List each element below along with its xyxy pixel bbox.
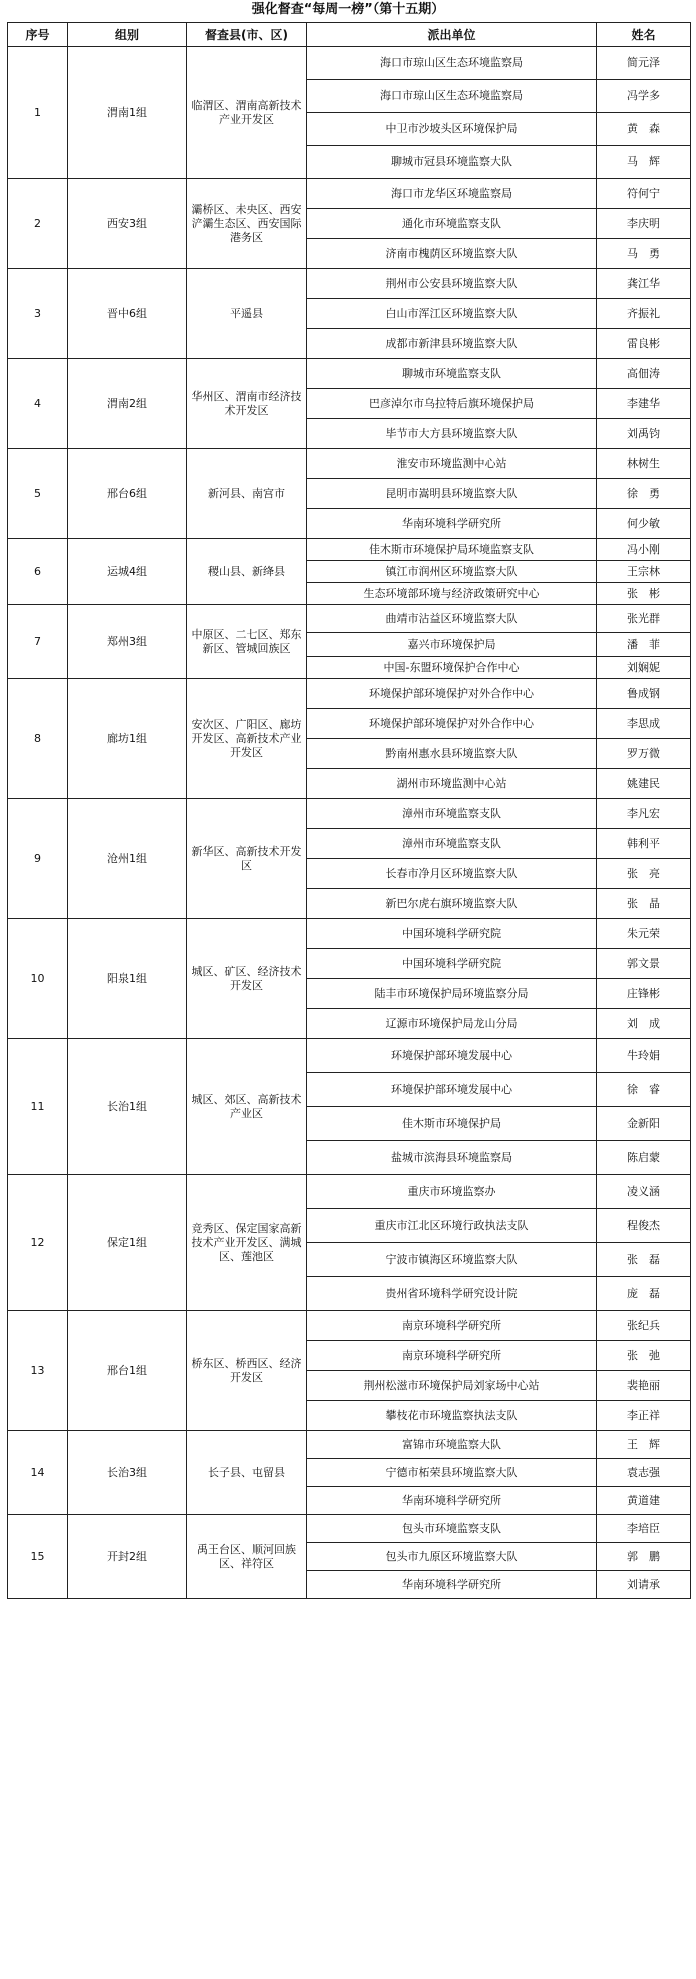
cell-team: 长治1组 <box>68 1039 187 1175</box>
cell-name: 冯小刚 <box>597 539 691 561</box>
cell-unit: 济南市槐荫区环境监察大队 <box>307 239 597 269</box>
cell-unit: 佳木斯市环境保护局 <box>307 1107 597 1141</box>
cell-unit: 嘉兴市环境保护局 <box>307 633 597 657</box>
table-row <box>8 799 691 829</box>
cell-team: 晋中6组 <box>68 269 187 359</box>
cell-team: 长治3组 <box>68 1431 187 1515</box>
cell-name: 雷良彬 <box>597 329 691 359</box>
cell-number: 12 <box>8 1175 68 1311</box>
cell-unit: 海口市琼山区生态环境监察局 <box>307 47 597 80</box>
table-row <box>8 359 691 389</box>
cell-unit: 贵州省环境科学研究设计院 <box>307 1277 597 1311</box>
cell-unit: 新巴尔虎右旗环境监察大队 <box>307 889 597 919</box>
table-row <box>8 449 691 479</box>
cell-name: 李庆明 <box>597 209 691 239</box>
cell-name: 徐 睿 <box>597 1073 691 1107</box>
cell-name: 韩利平 <box>597 829 691 859</box>
table-row <box>8 919 691 949</box>
cell-name: 庄锋彬 <box>597 979 691 1009</box>
cell-name: 徐 勇 <box>597 479 691 509</box>
cell-name: 马 辉 <box>597 146 691 179</box>
cell-unit: 环境保护部环境保护对外合作中心 <box>307 709 597 739</box>
cell-team: 渭南1组 <box>68 47 187 179</box>
cell-unit: 包头市环境监察支队 <box>307 1515 597 1543</box>
cell-unit: 佳木斯市环境保护局环境监察支队 <box>307 539 597 561</box>
cell-unit: 海口市琼山区生态环境监察局 <box>307 80 597 113</box>
cell-unit: 中国环境科学研究院 <box>307 949 597 979</box>
cell-name: 黄道建 <box>597 1487 691 1515</box>
cell-unit: 镇江市润州区环境监察大队 <box>307 561 597 583</box>
cell-name: 张 弛 <box>597 1341 691 1371</box>
cell-name: 庞 磊 <box>597 1277 691 1311</box>
cell-unit: 荆州市公安县环境监察大队 <box>307 269 597 299</box>
cell-unit: 海口市龙华区环境监察局 <box>307 179 597 209</box>
cell-name: 刘禹钧 <box>597 419 691 449</box>
cell-name: 李凡宏 <box>597 799 691 829</box>
cell-team: 邢台6组 <box>68 449 187 539</box>
header-unit: 派出单位 <box>307 23 597 47</box>
cell-name: 裴艳丽 <box>597 1371 691 1401</box>
cell-name: 张 亮 <box>597 859 691 889</box>
cell-name: 张 磊 <box>597 1243 691 1277</box>
cell-name: 刘请承 <box>597 1571 691 1599</box>
cell-area: 新华区、高新技术开发区 <box>187 799 307 919</box>
cell-unit: 陆丰市环境保护局环境监察分局 <box>307 979 597 1009</box>
cell-unit: 富锦市环境监察大队 <box>307 1431 597 1459</box>
cell-name: 林树生 <box>597 449 691 479</box>
cell-unit: 中国环境科学研究院 <box>307 919 597 949</box>
cell-area: 临渭区、渭南高新技术产业开发区 <box>187 47 307 179</box>
table-row <box>8 1431 691 1459</box>
cell-unit: 中国-东盟环境保护合作中心 <box>307 657 597 679</box>
cell-unit: 湖州市环境监测中心站 <box>307 769 597 799</box>
cell-number: 6 <box>8 539 68 605</box>
cell-team: 运城4组 <box>68 539 187 605</box>
cell-unit: 长春市净月区环境监察大队 <box>307 859 597 889</box>
table-row <box>8 47 691 80</box>
cell-name: 何少敏 <box>597 509 691 539</box>
cell-unit: 曲靖市沾益区环境监察大队 <box>307 605 597 633</box>
cell-name: 张纪兵 <box>597 1311 691 1341</box>
cell-team: 郑州3组 <box>68 605 187 679</box>
cell-name: 齐振礼 <box>597 299 691 329</box>
cell-unit: 华南环境科学研究所 <box>307 509 597 539</box>
cell-number: 9 <box>8 799 68 919</box>
table-row <box>8 1175 691 1209</box>
cell-area: 桥东区、桥西区、经济开发区 <box>187 1311 307 1431</box>
cell-team: 西安3组 <box>68 179 187 269</box>
cell-area: 稷山县、新绛县 <box>187 539 307 605</box>
cell-name: 龚江华 <box>597 269 691 299</box>
cell-team: 开封2组 <box>68 1515 187 1599</box>
cell-unit: 中卫市沙坡头区环境保护局 <box>307 113 597 146</box>
cell-area: 平遥县 <box>187 269 307 359</box>
cell-unit: 华南环境科学研究所 <box>307 1487 597 1515</box>
cell-name: 张光群 <box>597 605 691 633</box>
cell-name: 李建华 <box>597 389 691 419</box>
cell-name: 王 辉 <box>597 1431 691 1459</box>
table-row <box>8 679 691 709</box>
cell-name: 程俊杰 <box>597 1209 691 1243</box>
cell-unit: 漳州市环境监察支队 <box>307 799 597 829</box>
header-name: 姓名 <box>597 23 691 47</box>
cell-unit: 淮安市环境监测中心站 <box>307 449 597 479</box>
header-row <box>8 23 691 47</box>
cell-unit: 华南环境科学研究所 <box>307 1571 597 1599</box>
cell-unit: 包头市九原区环境监察大队 <box>307 1543 597 1571</box>
cell-team: 邢台1组 <box>68 1311 187 1431</box>
header-number: 序号 <box>8 23 68 47</box>
cell-name: 黄 森 <box>597 113 691 146</box>
cell-name: 刘娴妮 <box>597 657 691 679</box>
cell-name: 朱元荣 <box>597 919 691 949</box>
cell-name: 李正祥 <box>597 1401 691 1431</box>
cell-name: 冯学多 <box>597 80 691 113</box>
cell-area: 城区、郊区、高新技术产业区 <box>187 1039 307 1175</box>
cell-unit: 黔南州惠水县环境监察大队 <box>307 739 597 769</box>
cell-name: 鲁成钢 <box>597 679 691 709</box>
cell-unit: 盐城市滨海县环境监察局 <box>307 1141 597 1175</box>
table-row <box>8 605 691 633</box>
cell-team: 阳泉1组 <box>68 919 187 1039</box>
table-row <box>8 179 691 209</box>
cell-area: 城区、矿区、经济技术开发区 <box>187 919 307 1039</box>
cell-unit: 通化市环境监察支队 <box>307 209 597 239</box>
cell-name: 牛玲娟 <box>597 1039 691 1073</box>
cell-number: 11 <box>8 1039 68 1175</box>
cell-area: 安次区、广阳区、廊坊开发区、高新技术产业开发区 <box>187 679 307 799</box>
cell-team: 廊坊1组 <box>68 679 187 799</box>
header-area: 督查县(市、区) <box>187 23 307 47</box>
supervision-table <box>7 22 691 1599</box>
cell-unit: 环境保护部环境保护对外合作中心 <box>307 679 597 709</box>
cell-name: 罗万微 <box>597 739 691 769</box>
cell-unit: 攀枝花市环境监察执法支队 <box>307 1401 597 1431</box>
cell-unit: 荆州松滋市环境保护局刘家场中心站 <box>307 1371 597 1401</box>
cell-number: 8 <box>8 679 68 799</box>
cell-area: 华州区、渭南市经济技术开发区 <box>187 359 307 449</box>
cell-team: 保定1组 <box>68 1175 187 1311</box>
cell-unit: 巴彦淖尔市乌拉特后旗环境保护局 <box>307 389 597 419</box>
cell-team: 渭南2组 <box>68 359 187 449</box>
cell-name: 陈启蒙 <box>597 1141 691 1175</box>
cell-area: 中原区、二七区、郑东新区、管城回族区 <box>187 605 307 679</box>
cell-unit: 白山市浑江区环境监察大队 <box>307 299 597 329</box>
header-team: 组别 <box>68 23 187 47</box>
cell-unit: 宁德市柘荣县环境监察大队 <box>307 1459 597 1487</box>
cell-number: 2 <box>8 179 68 269</box>
cell-unit: 环境保护部环境发展中心 <box>307 1073 597 1107</box>
cell-area: 禹王台区、顺河回族区、祥符区 <box>187 1515 307 1599</box>
cell-name: 简元泽 <box>597 47 691 80</box>
cell-name: 潘 菲 <box>597 633 691 657</box>
cell-number: 15 <box>8 1515 68 1599</box>
cell-unit: 南京环境科学研究所 <box>307 1341 597 1371</box>
cell-number: 3 <box>8 269 68 359</box>
table-row <box>8 539 691 561</box>
cell-name: 刘 成 <box>597 1009 691 1039</box>
cell-name: 马 勇 <box>597 239 691 269</box>
cell-name: 李思成 <box>597 709 691 739</box>
cell-unit: 生态环境部环境与经济政策研究中心 <box>307 583 597 605</box>
cell-number: 14 <box>8 1431 68 1515</box>
cell-unit: 成都市新津县环境监察大队 <box>307 329 597 359</box>
cell-number: 13 <box>8 1311 68 1431</box>
cell-unit: 昆明市嵩明县环境监察大队 <box>307 479 597 509</box>
cell-name: 李培臣 <box>597 1515 691 1543</box>
cell-area: 竞秀区、保定国家高新技术产业开发区、满城区、莲池区 <box>187 1175 307 1311</box>
cell-name: 郭文景 <box>597 949 691 979</box>
cell-number: 4 <box>8 359 68 449</box>
cell-name: 金新阳 <box>597 1107 691 1141</box>
cell-unit: 重庆市江北区环境行政执法支队 <box>307 1209 597 1243</box>
cell-area: 长子县、屯留县 <box>187 1431 307 1515</box>
document-title: 强化督查“每周一榜”（第十五期） <box>251 2 445 17</box>
cell-area: 新河县、南宫市 <box>187 449 307 539</box>
cell-number: 5 <box>8 449 68 539</box>
cell-unit: 南京环境科学研究所 <box>307 1311 597 1341</box>
table-body <box>8 47 691 1599</box>
cell-name: 张 晶 <box>597 889 691 919</box>
cell-name: 张 彬 <box>597 583 691 605</box>
cell-name: 凌义涵 <box>597 1175 691 1209</box>
cell-unit: 聊城市环境监察支队 <box>307 359 597 389</box>
cell-team: 沧州1组 <box>68 799 187 919</box>
cell-unit: 宁波市镇海区环境监察大队 <box>307 1243 597 1277</box>
cell-area: 灞桥区、未央区、西安浐灞生态区、西安国际港务区 <box>187 179 307 269</box>
cell-unit: 聊城市冠县环境监察大队 <box>307 146 597 179</box>
cell-unit: 毕节市大方县环境监察大队 <box>307 419 597 449</box>
cell-unit: 重庆市环境监察办 <box>307 1175 597 1209</box>
table-row <box>8 1515 691 1543</box>
cell-unit: 环境保护部环境发展中心 <box>307 1039 597 1073</box>
cell-number: 7 <box>8 605 68 679</box>
cell-name: 王宗林 <box>597 561 691 583</box>
table-row <box>8 1311 691 1341</box>
table-row <box>8 1039 691 1073</box>
table-row <box>8 269 691 299</box>
cell-name: 高佃涛 <box>597 359 691 389</box>
cell-name: 符何宁 <box>597 179 691 209</box>
cell-name: 袁志强 <box>597 1459 691 1487</box>
cell-number: 1 <box>8 47 68 179</box>
cell-name: 郭 鹏 <box>597 1543 691 1571</box>
cell-unit: 漳州市环境监察支队 <box>307 829 597 859</box>
cell-number: 10 <box>8 919 68 1039</box>
cell-unit: 辽源市环境保护局龙山分局 <box>307 1009 597 1039</box>
cell-name: 姚建民 <box>597 769 691 799</box>
